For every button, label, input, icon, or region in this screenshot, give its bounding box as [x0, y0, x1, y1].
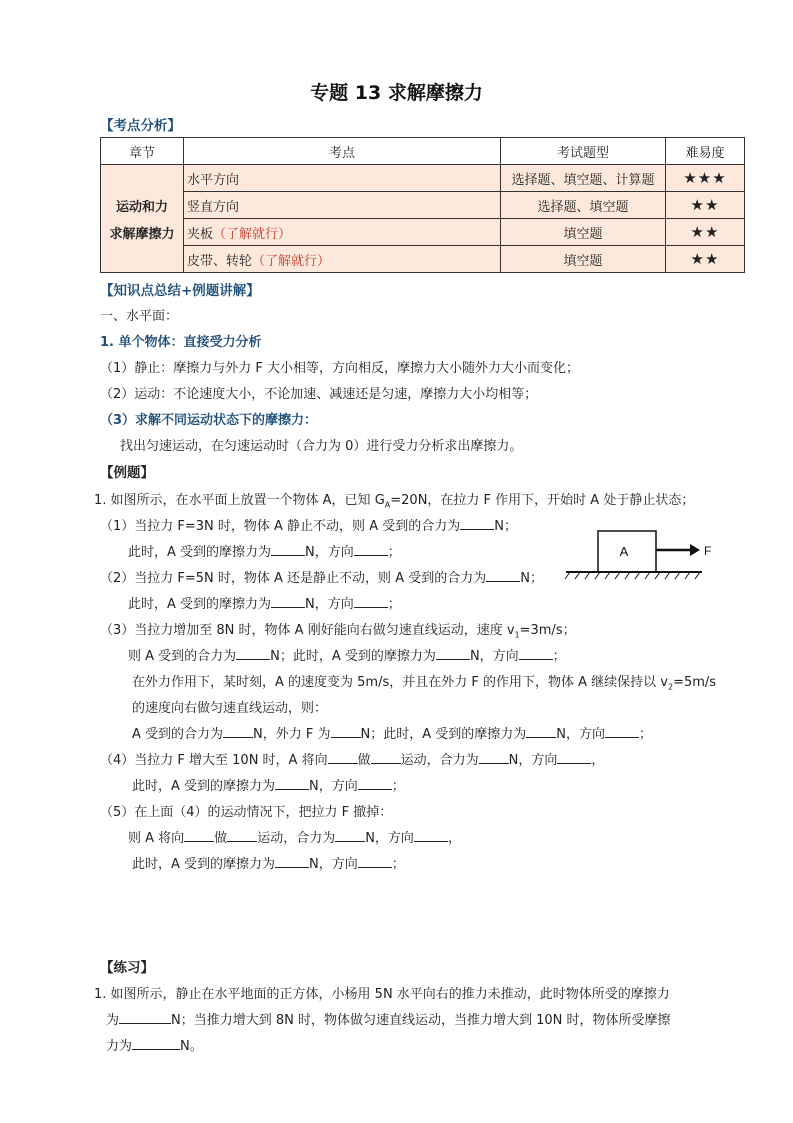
chapter-line-2: 求解摩擦力	[109, 226, 175, 242]
kaodian-table	[100, 137, 745, 273]
summary-motion: （2）运动：不论速度大小，不论加速、减速还是匀速，摩擦力大小均相等；	[100, 387, 538, 402]
text: 力为	[106, 1039, 133, 1054]
summary-subheading: 1. 单个物体：直接受力分析	[100, 335, 262, 350]
answer-blank[interactable]	[358, 776, 392, 790]
text: ；	[391, 857, 405, 872]
text: ；	[391, 779, 405, 794]
answer-blank[interactable]	[519, 646, 553, 660]
text: （4）当拉力 F 增大至 10N 时，A 将向	[100, 753, 328, 768]
answer-blank[interactable]	[526, 724, 556, 738]
text: 做	[357, 753, 371, 768]
answer-blank[interactable]	[328, 750, 358, 764]
text: N；当推力增大到 8N 时，物体做匀速直线运动，当推力增大到 10N 时，物体所受摩擦	[171, 1013, 671, 1028]
part-3c	[132, 671, 716, 692]
difficulty-stars: ★★	[666, 192, 745, 219]
answer-blank[interactable]	[119, 1010, 171, 1024]
part-1b	[128, 541, 401, 560]
chapter-line-1: 运动和力	[115, 199, 168, 215]
text: N，方向	[309, 779, 358, 794]
text: N；此时，A 受到的摩擦力为	[360, 727, 527, 742]
section-kaodian: 【考点分析】	[100, 118, 181, 134]
subscript: 2	[667, 682, 674, 692]
header-difficulty: 难易度	[666, 138, 745, 165]
part-2a	[100, 567, 543, 586]
part-1a	[100, 515, 517, 534]
header-point: 考点	[184, 138, 501, 165]
point-label: 竖直方向	[187, 199, 240, 215]
arrow-head-icon	[690, 544, 700, 556]
text: N，方向	[469, 649, 519, 664]
point-label: 水平方向	[187, 172, 240, 188]
text: ；	[387, 597, 401, 612]
text: N，外力 F 为	[253, 727, 331, 742]
question-text-tail: =20N，在拉力 F 作用下，开始时 A 处于静止状态；	[390, 493, 695, 508]
table-row	[101, 219, 745, 246]
answer-blank[interactable]	[486, 568, 520, 582]
text: N。	[180, 1039, 203, 1054]
header-type: 考试题型	[501, 138, 666, 165]
text: N，方向	[305, 597, 354, 612]
text: 则 A 受到的合力为	[128, 649, 237, 664]
part-3d: 的速度向右做匀速直线运动，则：	[132, 701, 328, 716]
block-force-diagram	[562, 526, 722, 582]
answer-blank[interactable]	[236, 646, 270, 660]
text: N；	[520, 571, 543, 586]
subscript: A	[384, 500, 391, 510]
answer-blank[interactable]	[605, 724, 639, 738]
point-cell	[184, 219, 501, 246]
answer-blank[interactable]	[275, 854, 309, 868]
text: （2）当拉力 F=5N 时，物体 A 还是静止不动，则 A 受到的合力为	[100, 571, 487, 586]
subscript: 1	[514, 630, 520, 640]
answer-blank[interactable]	[436, 646, 470, 660]
text: （1）当拉力 F=3N 时，物体 A 静止不动，则 A 受到的合力为	[100, 519, 461, 534]
part-4a	[100, 749, 604, 768]
header-chapter: 章节	[101, 138, 184, 165]
block-label: A	[619, 544, 629, 559]
point-label: 夹板	[187, 226, 214, 242]
answer-blank[interactable]	[354, 542, 388, 556]
table-header-row	[101, 138, 745, 165]
difficulty-stars: ★★	[666, 246, 745, 273]
table-row	[101, 246, 745, 273]
answer-blank[interactable]	[331, 724, 361, 738]
practice-line-2	[106, 1009, 671, 1028]
chapter-cell	[101, 165, 184, 273]
text: （3）当拉力增加至 8N 时，物体 A 刚好能向右做匀速直线运动，速度 v	[100, 623, 515, 638]
text: 运动，合力为	[400, 753, 479, 768]
example-question	[94, 489, 694, 510]
text: =3m/s；	[519, 623, 576, 638]
text: N，方向	[365, 831, 414, 846]
text: N，方向	[309, 857, 358, 872]
text: ，	[591, 753, 605, 768]
answer-blank[interactable]	[414, 828, 448, 842]
point-cell	[184, 246, 501, 273]
point-cell	[184, 165, 501, 192]
example-label: 【例题】	[100, 465, 154, 481]
practice-label: 【练习】	[100, 960, 154, 976]
point-note: （了解就行）	[252, 253, 331, 269]
part-2b	[128, 593, 401, 612]
summary-static: （1）静止：摩擦力与外力 F 大小相等，方向相反，摩擦力大小随外力大小而变化；	[100, 361, 580, 376]
difficulty-stars: ★★★	[666, 165, 745, 192]
point-note: （了解就行）	[213, 226, 292, 242]
text: ；	[639, 727, 653, 742]
text: 在外力作用下，某时刻，A 的速度变为 5m/s，并且在外力 F 的作用下，物体 A 继续保持以 v	[132, 675, 668, 690]
text: N，方向	[556, 727, 605, 742]
answer-blank[interactable]	[557, 750, 591, 764]
answer-blank[interactable]	[227, 828, 257, 842]
part-5b	[128, 827, 461, 846]
answer-blank[interactable]	[460, 516, 494, 530]
answer-blank[interactable]	[354, 594, 388, 608]
section-summary: 【知识点总结+例题讲解】	[100, 283, 260, 299]
part-3a	[100, 619, 576, 640]
part-3b	[128, 645, 566, 664]
text: 为	[106, 1013, 120, 1028]
force-label: F	[704, 544, 712, 558]
text: 运动，合力为	[257, 831, 336, 846]
type-cell: 填空题	[501, 246, 666, 273]
part-5a: （5）在上面（4）的运动情况下，把拉力 F 撤掉：	[100, 805, 393, 820]
type-cell: 选择题、填空题、计算题	[501, 165, 666, 192]
text: N，方向	[305, 545, 354, 560]
answer-blank[interactable]	[335, 828, 365, 842]
part-3e	[132, 723, 652, 742]
answer-blank[interactable]	[132, 1036, 180, 1050]
text: ，	[447, 831, 461, 846]
answer-blank[interactable]	[358, 854, 392, 868]
text: 则 A 将向	[128, 831, 185, 846]
practice-line-3	[106, 1035, 203, 1054]
point-cell	[184, 192, 501, 219]
answer-blank[interactable]	[271, 542, 305, 556]
text: 此时，A 受到的摩擦力为	[128, 597, 272, 612]
practice-line-1: 1. 如图所示，静止在水平地面的正方体，小杨用 5N 水平向右的推力未推动，此时物体所受的摩擦力	[94, 987, 670, 1002]
answer-blank[interactable]	[371, 750, 401, 764]
part-4b	[132, 775, 405, 794]
text: ；	[552, 649, 566, 664]
text: 此时，A 受到的摩擦力为	[132, 779, 276, 794]
text: 此时，A 受到的摩擦力为	[128, 545, 272, 560]
text: 做	[214, 831, 228, 846]
part-5c	[132, 853, 405, 872]
answer-blank[interactable]	[271, 594, 305, 608]
summary-solve: （3）求解不同运动状态下的摩擦力：	[100, 413, 318, 428]
table-row	[101, 192, 745, 219]
type-cell: 填空题	[501, 219, 666, 246]
text: =5m/s	[673, 675, 717, 690]
question-text: 1. 如图所示，在水平面上放置一个物体 A，已知 G	[94, 493, 385, 508]
table-row	[101, 165, 745, 192]
text: A 受到的合力为	[132, 727, 224, 742]
summary-heading: 一、水平面：	[100, 309, 179, 324]
type-cell: 选择题、填空题	[501, 192, 666, 219]
text: N；此时，A 受到的摩擦力为	[270, 649, 436, 664]
answer-blank[interactable]	[479, 750, 509, 764]
text: ；	[387, 545, 401, 560]
text: N，方向	[508, 753, 558, 768]
answer-blank[interactable]	[223, 724, 253, 738]
answer-blank[interactable]	[275, 776, 309, 790]
text: 此时，A 受到的摩擦力为	[132, 857, 276, 872]
difficulty-stars: ★★	[666, 219, 745, 246]
summary-method: 找出匀速运动，在匀速运动时（合力为 0）进行受力分析求出摩擦力。	[120, 439, 523, 454]
page-title: 专题 13 求解摩擦力	[310, 82, 483, 104]
ground-hatch-icon	[565, 572, 700, 579]
text: N；	[494, 519, 517, 534]
answer-blank[interactable]	[184, 828, 214, 842]
point-label: 皮带、转轮	[187, 253, 253, 269]
